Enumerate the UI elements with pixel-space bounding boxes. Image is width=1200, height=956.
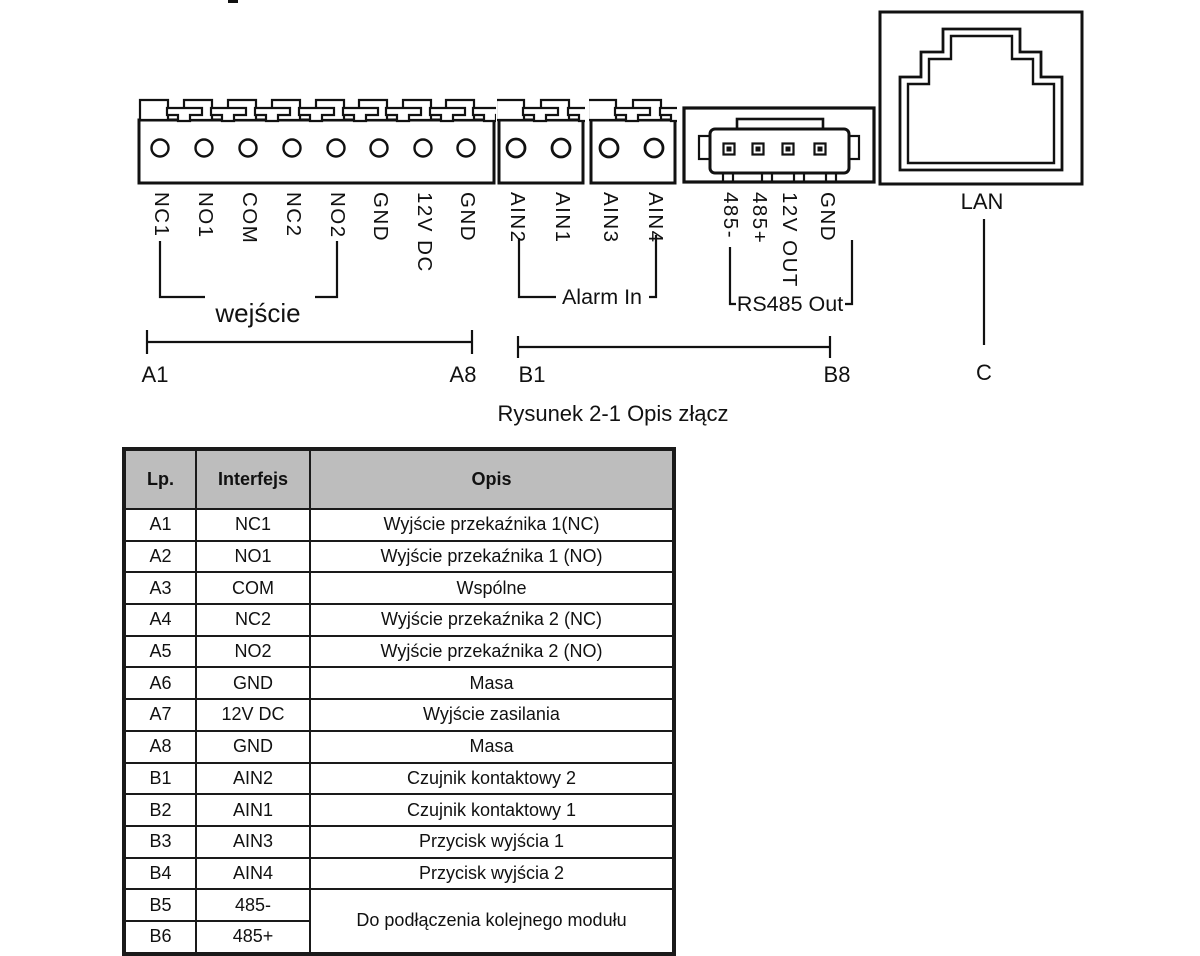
- description-cell: Masa: [310, 667, 674, 699]
- group-label-wejscie: wejście: [215, 298, 301, 328]
- description-cell: Czujnik kontaktowy 1: [310, 794, 674, 826]
- range-label-b1: B1: [518, 362, 546, 387]
- row-id-cell: B1: [124, 763, 196, 795]
- range-a-line: [147, 330, 472, 354]
- pin-label: 12V DC: [413, 192, 436, 273]
- table-row: [124, 731, 674, 763]
- table-header-row: [124, 449, 674, 509]
- figure-caption: Rysunek 2-1 Opis złącz: [497, 401, 729, 426]
- range-b-line: [518, 336, 830, 358]
- table-row: [124, 541, 674, 573]
- row-id-cell: A7: [124, 699, 196, 731]
- interface-cell: NO1: [196, 541, 310, 573]
- pin-label: 12V OUT: [778, 192, 801, 288]
- lan-socket: [880, 12, 1082, 345]
- pin-label: GND: [816, 192, 839, 243]
- table-row: [124, 636, 674, 668]
- pin-circle: [458, 140, 475, 157]
- pin-circle: [645, 139, 663, 157]
- table-row: [124, 826, 674, 858]
- pin-label: AIN1: [551, 192, 574, 244]
- pin-circle: [152, 140, 169, 157]
- pin-circle: [328, 140, 345, 157]
- interface-cell: AIN1: [196, 794, 310, 826]
- interface-cell: NC1: [196, 509, 310, 541]
- pin-label: COM: [238, 192, 261, 245]
- terminal-block-a-body: [139, 120, 494, 183]
- group-label-rs485-out: RS485 Out: [736, 292, 844, 316]
- row-id-cell: B4: [124, 858, 196, 890]
- pin-circle: [552, 139, 570, 157]
- pin-circle: [240, 140, 257, 157]
- row-id-cell: A5: [124, 636, 196, 668]
- description-cell: Przycisk wyjścia 1: [310, 826, 674, 858]
- table-row: [124, 572, 674, 604]
- interface-cell: AIN3: [196, 826, 310, 858]
- row-id-cell: A8: [124, 731, 196, 763]
- pin-circle: [284, 140, 301, 157]
- description-cell: Czujnik kontaktowy 2: [310, 763, 674, 795]
- pin-label: NO2: [326, 192, 349, 239]
- pin-label: 485-: [719, 192, 742, 240]
- interface-cell: 485-: [196, 889, 310, 921]
- connector-diagram: [0, 0, 1200, 440]
- interface-cell: NC2: [196, 604, 310, 636]
- row-id-cell: A6: [124, 667, 196, 699]
- pin-label: NO1: [194, 192, 217, 239]
- row-id-cell: B3: [124, 826, 196, 858]
- description-cell: Masa: [310, 731, 674, 763]
- table-row: [124, 667, 674, 699]
- description-cell: Wyjście przekaźnika 2 (NC): [310, 604, 674, 636]
- description-cell: Wyjście przekaźnika 1 (NO): [310, 541, 674, 573]
- terminal-block-a-clips: [140, 100, 508, 121]
- group-label-alarm-in: Alarm In: [561, 285, 643, 309]
- table-row: [124, 858, 674, 890]
- description-cell-merged: Do podłączenia kolejnego modułu: [310, 889, 674, 953]
- rs485-bracket-right: [845, 240, 852, 304]
- interface-cell: AIN2: [196, 763, 310, 795]
- interface-cell: COM: [196, 572, 310, 604]
- rs485-bracket-left: [730, 247, 736, 304]
- header-interfejs: Interfejs: [196, 449, 310, 509]
- connector-description-table: [122, 447, 676, 956]
- pin-circle: [196, 140, 213, 157]
- alarm-bracket-left: [519, 238, 556, 297]
- table-row: [124, 794, 674, 826]
- interface-cell: NO2: [196, 636, 310, 668]
- row-id-cell: A1: [124, 509, 196, 541]
- interface-cell: GND: [196, 667, 310, 699]
- pin-label: AIN3: [599, 192, 622, 244]
- wejscie-bracket-right: [315, 241, 337, 297]
- range-label-b8: B8: [823, 362, 851, 387]
- table-row: [124, 604, 674, 636]
- row-id-cell: B5: [124, 889, 196, 921]
- pin-label: GND: [456, 192, 479, 243]
- pin-label: 485+: [748, 192, 771, 245]
- alarm-in-blocks: [496, 100, 695, 309]
- row-id-cell: A3: [124, 572, 196, 604]
- pin-label: GND: [369, 192, 392, 243]
- scan-artifact: [228, 0, 238, 3]
- terminal-block-a: [139, 100, 508, 328]
- group-label-lan: LAN: [960, 189, 1004, 214]
- table-row: [124, 699, 674, 731]
- description-cell: Przycisk wyjścia 2: [310, 858, 674, 890]
- pin-label: AIN4: [644, 192, 667, 244]
- alarm-block-2-clips: [588, 100, 695, 121]
- range-label-c: C: [976, 360, 992, 385]
- alarm-bracket-right: [649, 235, 656, 297]
- wejscie-bracket-left: [160, 241, 205, 297]
- row-id-cell: B6: [124, 921, 196, 954]
- description-cell: Wyjście przekaźnika 2 (NO): [310, 636, 674, 668]
- pin-circle: [507, 139, 525, 157]
- interface-cell: GND: [196, 731, 310, 763]
- table-row: [124, 509, 674, 541]
- header-opis: Opis: [310, 449, 674, 509]
- description-cell: Wyjście przekaźnika 1(NC): [310, 509, 674, 541]
- table-row: [124, 763, 674, 795]
- pin-label: NC2: [282, 192, 305, 238]
- row-id-cell: A4: [124, 604, 196, 636]
- interface-cell: AIN4: [196, 858, 310, 890]
- interface-cell: 12V DC: [196, 699, 310, 731]
- description-cell: Wspólne: [310, 572, 674, 604]
- rs485-socket: [684, 108, 874, 316]
- pin-circle: [371, 140, 388, 157]
- pin-label: AIN2: [506, 192, 529, 244]
- row-id-cell: A2: [124, 541, 196, 573]
- alarm-block-1-clips: [496, 100, 603, 121]
- range-label-a1: A1: [141, 362, 169, 387]
- pin-circle: [600, 139, 618, 157]
- pin-circle: [415, 140, 432, 157]
- interface-cell: 485+: [196, 921, 310, 954]
- pin-label: NC1: [150, 192, 173, 238]
- header-lp: Lp.: [124, 449, 196, 509]
- description-cell: Wyjście zasilania: [310, 699, 674, 731]
- range-label-a8: A8: [449, 362, 477, 387]
- table-row: [124, 889, 674, 921]
- row-id-cell: B2: [124, 794, 196, 826]
